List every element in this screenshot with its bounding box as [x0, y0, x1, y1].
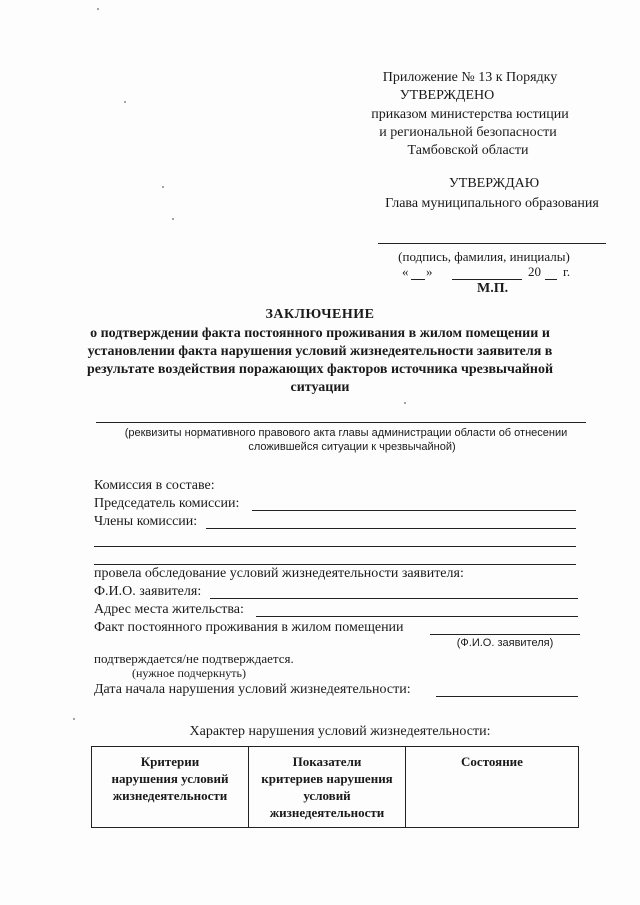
column-indicators [249, 747, 406, 828]
applicant-fio-line [210, 598, 578, 599]
scan-speck [73, 718, 75, 720]
signature-caption: (подпись, фамилия, инициалы) [398, 249, 570, 264]
column-criteria-line-2: нарушения условий [111, 771, 229, 786]
members-line-2 [94, 546, 576, 547]
approve-position: Глава муниципального образования [385, 196, 599, 211]
date-year: 20 [528, 264, 541, 279]
members-line-3 [94, 564, 576, 565]
column-state [406, 747, 579, 828]
order-line-2: и региональной безопасности [379, 125, 557, 140]
approved-heading: УТВЕРЖДЕНО [399, 88, 495, 103]
scan-speck [162, 186, 164, 188]
commission-composition: Комиссия в составе: [94, 478, 215, 493]
column-indicators-line-3: условий [303, 788, 351, 803]
scan-speck [124, 101, 126, 103]
column-criteria-line-1: Критерии [140, 754, 200, 769]
document-title: ЗАКЛЮЧЕНИЕ [265, 307, 375, 322]
date-year-line [545, 279, 557, 280]
scan-speck [172, 218, 174, 220]
residence-fact-label: Факт постоянного проживания в жилом помещении [94, 620, 404, 635]
confirmed-status: подтверждается/не подтверждается. [94, 651, 294, 666]
underline-hint: (нужное подчеркнуть) [132, 666, 246, 680]
requisites-caption-2: сложившейся ситуации к чрезвычайной) [248, 441, 456, 453]
commission-chairman-label: Председатель комиссии: [94, 496, 240, 511]
date-close-quote: » [426, 264, 433, 279]
approve-heading: УТВЕРЖДАЮ [448, 176, 540, 191]
annex-line: Приложение № 13 к Порядку [382, 70, 558, 85]
criteria-table [91, 746, 579, 828]
signature-line [378, 243, 606, 244]
residence-fact-line [430, 634, 580, 635]
date-open-quote: « [402, 264, 409, 279]
column-indicators-line-4: жизнедеятельности [269, 805, 385, 820]
start-date-label: Дата начала нарушения условий жизнедеятельности: [94, 682, 411, 697]
column-state-line-1: Состояние [461, 754, 523, 769]
fio-caption: (Ф.И.О. заявителя) [456, 637, 554, 649]
stamp-mark: М.П. [477, 281, 509, 296]
title-line-1: о подтверждении факта постоянного проживания в жилом помещении и [90, 326, 550, 341]
chairman-line [252, 510, 576, 511]
title-line-3: результате воздействия поражающих факторов источника чрезвычайной [86, 362, 554, 377]
address-label: Адрес места жительства: [94, 602, 244, 617]
scan-speck [97, 8, 99, 10]
column-criteria-line-3: жизнедеятельности [112, 788, 228, 803]
date-year-suffix: г. [563, 264, 571, 279]
date-month-line [452, 279, 522, 280]
order-line-1: приказом министерства юстиции [371, 107, 569, 122]
scan-speck [404, 402, 406, 404]
character-heading: Характер нарушения условий жизнедеятельности: [189, 724, 491, 739]
address-line [256, 616, 578, 617]
commission-members-label: Члены комиссии: [94, 514, 198, 529]
column-indicators-line-2: критериев нарушения [261, 771, 393, 786]
applicant-fio-label: Ф.И.О. заявителя: [94, 584, 202, 599]
order-line-3: Тамбовской области [407, 143, 529, 158]
start-date-line [436, 696, 578, 697]
members-line-1 [206, 528, 576, 529]
requisites-caption-1: (реквизиты нормативного правового акта главы администрации области об отнесении [124, 427, 568, 439]
requisites-line [96, 422, 586, 423]
title-line-4: ситуации [290, 380, 350, 395]
conducted-survey: провела обследование условий жизнедеятельности заявителя: [94, 566, 464, 581]
title-line-2: установлении факта нарушения условий жизнедеятельности заявителя в [87, 344, 553, 359]
date-day-line [411, 279, 425, 280]
column-indicators-line-1: Показатели [292, 754, 362, 769]
table-row [92, 747, 579, 828]
column-criteria [92, 747, 249, 828]
